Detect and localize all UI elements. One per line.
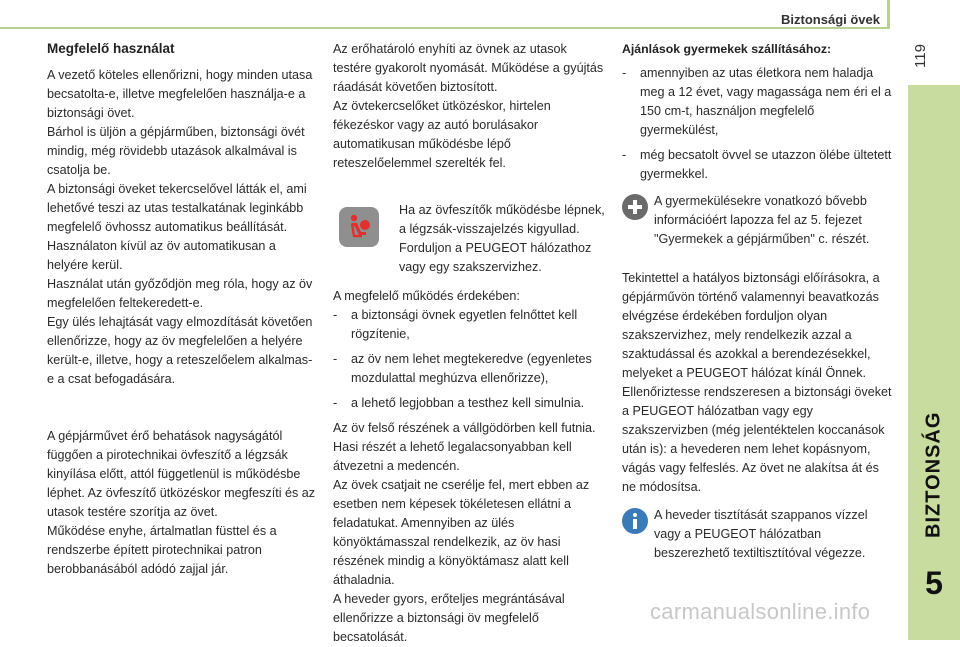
children-list bbox=[622, 64, 894, 184]
column-middle bbox=[333, 40, 605, 647]
list-item: - a lehető legjobban a testhez kell simulnia. bbox=[333, 394, 605, 413]
info-icon bbox=[622, 508, 648, 534]
heading-proper-use: Megfelelő használat bbox=[47, 41, 175, 56]
page-number: 119 bbox=[912, 44, 929, 68]
heading-children-recommendations: Ajánlások gyermekek szállításához: bbox=[622, 42, 832, 56]
list-item: - a biztonsági övnek egyetlen felnőttet kell rögzítenie, bbox=[333, 306, 605, 344]
list-item: - amennyiben az utas életkora nem haladja meg a 12 évet, vagy magassága nem éri el a 150 cm-t, használjon megfelelő gyermekülést, bbox=[622, 64, 894, 140]
list-item: - még becsatolt övvel se utazzon ölébe ültetett gyermekkel. bbox=[622, 146, 894, 184]
plus-icon bbox=[622, 194, 648, 220]
chapter-label: BIZTONSÁG bbox=[922, 411, 945, 539]
cleaning-info-note bbox=[622, 506, 894, 563]
list-intro: A megfelelő működés érdekében: bbox=[333, 289, 520, 303]
header-tick bbox=[887, 0, 890, 29]
chapter-number: 5 bbox=[925, 565, 943, 601]
proper-function-list bbox=[333, 306, 605, 413]
paragraph-service-checks: Tekintettel a hatályos biztonsági előírásokra, a gépjárművön történő valamennyi beavatkozás elvégzése érdekében forduljon olyan szakszervizhez, mely rendelkezik azzal a szaktudással és azokkal a berendezésekkel, melyeket a PEUGEOT hálózat kínál Önnek. Ellenőriztesse rendszeresen a biztonsági öveket a PEUGEOT hálózatban vagy egy szakszervizben (még jelentéktelen koccanások után is): a hevederen nem lehet kopásnyom, vágás vagy felfeslés. Az övet ne alakítsa át és ne módosítsa. bbox=[622, 271, 892, 494]
cleaning-info-text: A heveder tisztítását szappanos vízzel vagy a PEUGEOT hálózatban beszerezhető textiltisztítóval végezze. bbox=[654, 508, 868, 560]
more-info-text: A gyermekülésekre vonatkozó bővebb információért lapozza fel az 5. fejezet "Gyermekek a gépjárműben" c. részét. bbox=[654, 194, 870, 246]
chapter-side-tab bbox=[908, 85, 960, 640]
airbag-warning-text: Ha az övfeszítők működésbe lépnek, a légzsák-visszajelzés kigyullad. Forduljon a PEUGEOT hálózathoz vagy egy szakszervizhez. bbox=[399, 203, 605, 274]
footer-watermark: carmanualsonline.info bbox=[650, 599, 871, 624]
column-right bbox=[622, 40, 894, 563]
more-info-note bbox=[622, 192, 894, 249]
section-title: Biztonsági övek bbox=[781, 12, 880, 27]
airbag-warning-icon bbox=[339, 207, 379, 247]
column-left bbox=[47, 40, 319, 579]
airbag-warning-note bbox=[333, 201, 605, 277]
header-rule bbox=[0, 27, 890, 29]
paragraph-driver-responsibility: A vezető köteles ellenőrizni, hogy minden utasa becsatolta-e, illetve megfelelően használja-e a biztonsági övet. Bárhol is üljön a gépjárműben, biztonsági övét mindig, még rövidebb utazások alkalmával is csatolja be. A biztonsági öveket tekercselővel látták el, ami lehetővé teszi az utas testalkatának leginkább megfelelő övhossz automatikus beállítását. Használaton kívül az öv automatikusan a helyére kerül. Használat után győződjön meg róla, hogy az öv megfelelően feltekeredett-e. Egy ülés lehajtását vagy elmozdítását követően ellenőrizze, hogy az öv megfelelően a helyére került-e, illetve, hogy a reteszelőelem alkalmas-e a csat befogadására. bbox=[47, 68, 313, 386]
paragraph-belt-routing: Az öv felső részének a vállgödörben kell futnia. Hasi részét a lehető legalacsonyabban kell átvezetni a medencén. Az övek csatjait ne cserélje fel, mert ebben az esetben nem képesek tökéletesen ellátni a feladatukat. Amennyiben az ülés könyöktámasszal rendelkezik, az öv hasi részének mindig a könyöktámasz alatt kell áthaladnia. A heveder gyors, erőteljes megrántásával ellenőrizze a biztonsági öv megfelelő becsatolását. bbox=[333, 421, 596, 644]
list-item: - az öv nem lehet megtekeredve (egyenletes mozdulattal meghúzva ellenőrizze), bbox=[333, 350, 605, 388]
paragraph-pretensioner: A gépjárművet érő behatások nagyságától függően a pirotechnikai övfeszítő a légzsák kinyílása előtt, attól függetlenül is működésbe léphet. Az övfeszítő ütközéskor megfeszíti és az utasok testére szorítja az övet. Működése enyhe, ártalmatlan füsttel és a rendszerbe épített pirotechnikai patron berobbanásából adódó zajjal jár. bbox=[47, 429, 316, 576]
paragraph-force-limiter: Az erőhatároló enyhíti az övnek az utasok testére gyakorolt nyomását. Működése a gyújtás ráadását követően biztosított. Az övtekercselőket ütközéskor, hirtelen fékezéskor vagy az autó borulásakor automatikusan működésbe lépő reteszelőelemmel szerelték fel. bbox=[333, 42, 604, 170]
